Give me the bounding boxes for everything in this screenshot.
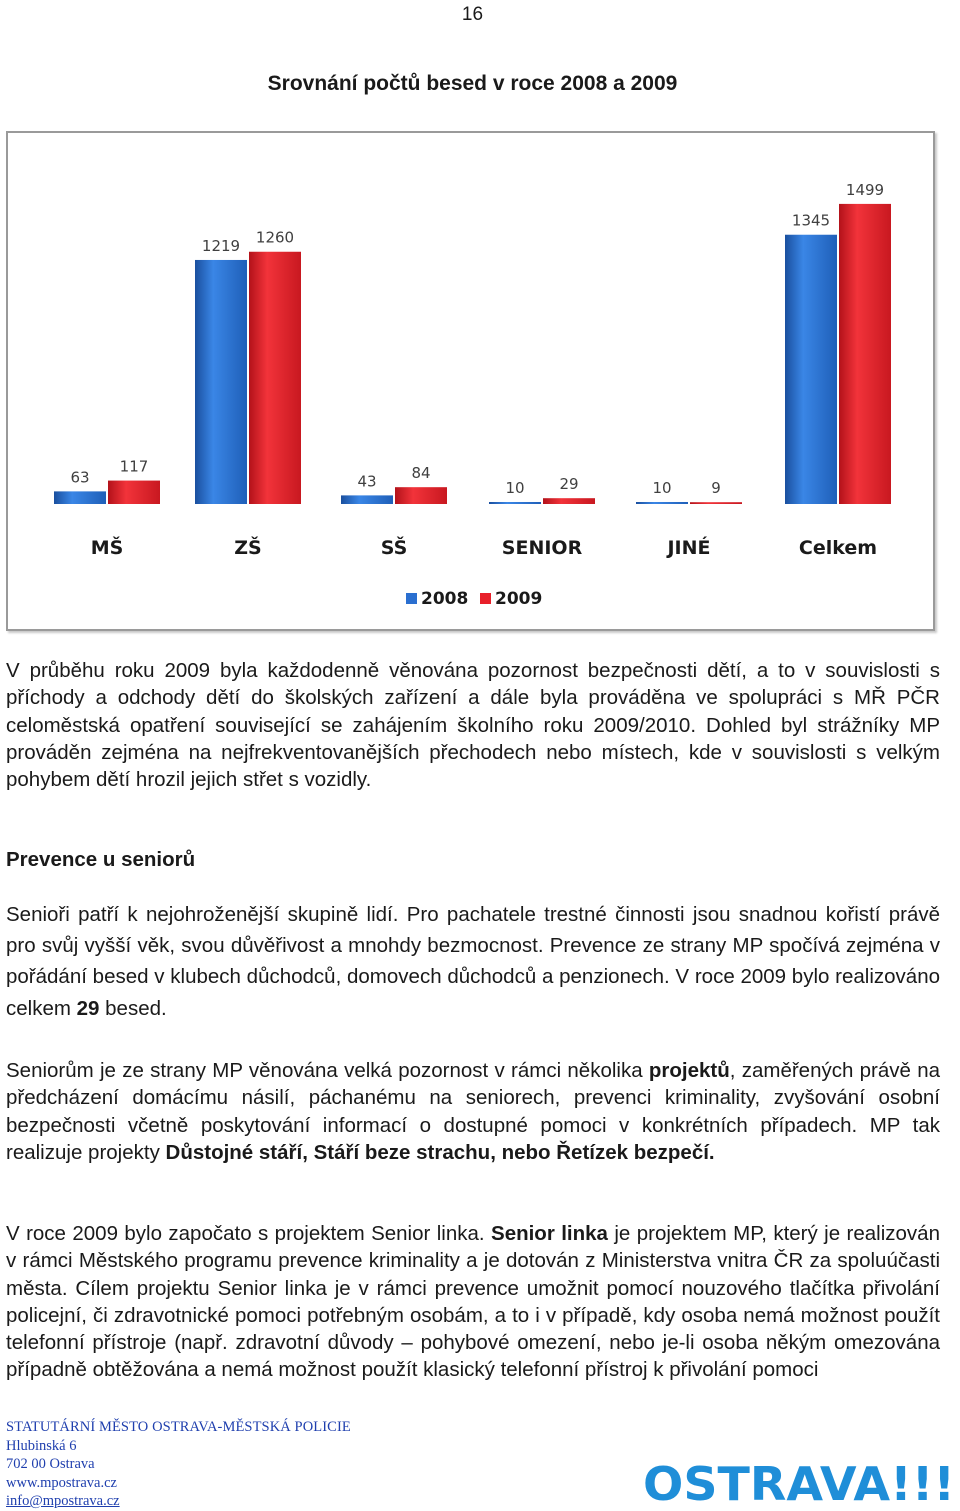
paragraph-text: besed. xyxy=(99,996,167,1020)
page-number: 16 xyxy=(461,4,484,25)
data-label-jiné-2008: 10 xyxy=(652,478,672,497)
bar-senior-2009 xyxy=(543,498,595,504)
data-label-mš-2008: 63 xyxy=(70,468,90,487)
project-names: Důstojné stáří, Stáří beze strachu, nebo Řetízek bezpečí. xyxy=(165,1140,715,1164)
category-label-sš: SŠ xyxy=(380,537,408,559)
senior-linka-emphasis: Senior linka xyxy=(491,1222,608,1245)
bar-sš-2008 xyxy=(341,495,393,504)
paragraph-text: , zaměřených právě na předcházení domácímu násilí, páchanému na seniorech, prevenci kriminality, zvyšování osobní bezpečnosti včetně poskytování informací o dostupné pomoci v konkrétních případech. MP tak realizuje projekty xyxy=(6,1059,940,1164)
paragraph-text: Seniorům je ze strany MP věnována velká pozornost v rámci několika xyxy=(6,1059,649,1082)
paragraph-projects xyxy=(6,1057,940,1166)
bar-zš-2008 xyxy=(195,260,247,504)
data-label-mš-2009: 117 xyxy=(119,457,149,476)
data-label-zš-2008: 1219 xyxy=(201,236,241,255)
footer-street: Hlubinská 6 xyxy=(6,1437,77,1454)
legend-label-2009: 2009 xyxy=(495,589,543,609)
footer-web-link[interactable]: www.mpostrava.cz xyxy=(6,1474,117,1491)
page-title: Srovnání počtů besed v roce 2008 a 2009 xyxy=(267,72,678,95)
category-label-zš: ZŠ xyxy=(234,537,262,559)
paragraph-text: Senioři patří k nejohroženější skupině lidí. Pro pachatele trestné činnosti jsou snadnou kořistí právě pro svůj vyšší věk, svou důvěřivost a mnohdy bezmocnost. Prevence ze strany MP spočívá zejména v pořádání besed v klubech důchodců, domovech důchodců a penzionech. V roce 2009 bylo realizováno celkem xyxy=(6,903,940,1020)
category-label-senior: SENIOR xyxy=(501,537,583,559)
legend-label-2008: 2008 xyxy=(421,589,469,609)
paragraph-text: je projektem MP, který je realizován v rámci Městského programu prevence kriminality a je dotován z Ministerstva vnitra ČR za spoluúčasti města. Cílem projektu Senior linka je v rámci prevence umožnit pomocí nouzového tlačítka přivolání policejní, či zdravotnické pomoci potřebným osobám, a to i v případě, kdy osoba nemá možnost použít telefonní přístroje (např. zdravotní důvody – pohybové omezení, nebo je-li osoba někým omezována případně obtěžována a nemá možnost použít klasický telefonní přístroj k přivolání pomoci xyxy=(6,1222,940,1382)
chart-legend xyxy=(406,589,542,609)
paragraph-senior-linka xyxy=(6,1220,940,1384)
data-label-celkem-2008: 1345 xyxy=(791,211,831,230)
paragraph-seniors-intro xyxy=(6,899,940,1024)
footer-address xyxy=(6,1418,351,1511)
footer-email-link[interactable]: info@mpostrava.cz xyxy=(6,1493,120,1509)
legend-swatch-2008 xyxy=(406,593,417,604)
paragraph-child-safety: V průběhu roku 2009 byla každodenně věnována pozornost bezpečnosti dětí, a to v souvislosti s příchody a odchody dětí do školských zařízení a dále byla prováděna ve spolupráci s MŘ PČR celoměstská opatření související se zahájením školního roku 2009/2010. Dohled byl strážníky MP prováděn zejména na nejfrekventovanějších přechodech nebo místech, kde v souvislosti s velkým pohybem dětí hrozil jejich střet s vozidly. xyxy=(6,659,940,792)
data-label-sš-2009: 84 xyxy=(411,464,431,483)
category-label-celkem: Celkem xyxy=(798,537,878,559)
ostrava-logo-icon xyxy=(641,1454,959,1506)
bar-jiné-2009 xyxy=(690,502,742,504)
footer-city: 702 00 Ostrava xyxy=(6,1456,95,1472)
projects-emphasis: projektů xyxy=(648,1059,730,1082)
data-label-zš-2009: 1260 xyxy=(255,228,295,247)
bar-sš-2009 xyxy=(395,487,447,504)
data-label-celkem-2009: 1499 xyxy=(845,180,885,199)
category-label-jiné: JINÉ xyxy=(667,537,711,559)
bar-senior-2008 xyxy=(489,502,541,504)
data-label-senior-2008: 10 xyxy=(505,478,525,497)
data-label-jiné-2009: 9 xyxy=(711,479,721,498)
paragraph-text: V roce 2009 bylo započato s projektem Senior linka. xyxy=(6,1222,492,1245)
footer-organization: STATUTÁRNÍ MĚSTO OSTRAVA-MĚSTSKÁ POLICIE xyxy=(6,1419,351,1435)
bar-celkem-2008 xyxy=(785,235,837,504)
bar-jiné-2008 xyxy=(636,502,688,504)
section-heading-seniors: Prevence u seniorů xyxy=(6,848,196,871)
bar-chart-canvas xyxy=(8,133,933,629)
data-label-senior-2009: 29 xyxy=(559,475,579,494)
besed-count: 29 xyxy=(76,996,100,1020)
bar-zš-2009 xyxy=(249,252,301,504)
data-label-sš-2008: 43 xyxy=(357,472,377,491)
legend-swatch-2009 xyxy=(480,593,491,604)
bar-mš-2008 xyxy=(54,491,106,504)
bar-celkem-2009 xyxy=(839,204,891,504)
bar-chart xyxy=(6,131,935,631)
category-label-mš: MŠ xyxy=(90,537,124,559)
bar-mš-2009 xyxy=(108,481,160,504)
logo-text: OSTRAVA!!! xyxy=(643,1457,955,1506)
